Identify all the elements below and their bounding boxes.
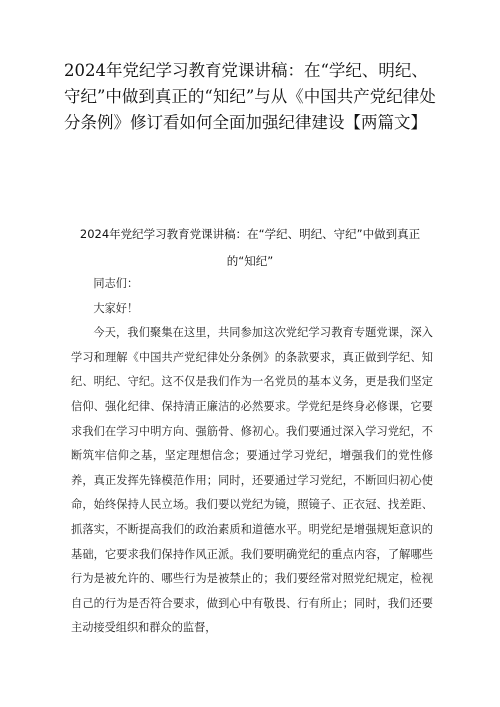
greeting: 大家好！ (93, 301, 139, 315)
section-heading: 2024年党纪学习教育党课讲稿：在“学纪、明纪、守纪”中做到真正的“知纪” (79, 227, 421, 268)
body-paragraph: 今天，我们聚集在这里，共同参加这次党纪学习教育专题党课，深入学习和理解《中国共产党纪律处分条例》的条款要求，真正做到学纪、知纪、明纪、守纪。这不仅是我们作为一名党员的基本义务，更是我们坚定信仰、强化纪律、保持清正廉洁的必然要求。学党纪是终身必修课，它要求我们在学习中明方向、强筋骨、修初心。我们要通过深入学习党纪，不断筑牢信仰之基，坚定理想信念；要通过学习党纪，增强我们的党性修养，真正发挥先锋模范作用；同时，还要通过学习党纪，不断回归初心使命，始终保持人民立场。我们要以党纪为镜，照镜子、正衣冠、找差距、抓落实，不断提高我们的政治素质和道德水平。明党纪是增强规矩意识的基础，它要求我们保持作风正派。我们要明确党纪的重点内容，了解哪些行为是被允许的、哪些行为是被禁止的；我们要经常对照党纪规定，检视自己的行为是否符合要求，做到心中有敬畏、行有所止；同时，我们还要主动接受组织和群众的监督， (71, 326, 433, 635)
body-text (71, 272, 433, 641)
salutation: 同志们： (93, 277, 139, 290)
document-title: 2024年党纪学习教育党课讲稿：在“学纪、明纪、守纪”中做到真正的“知纪”与从《中国共产党纪律处分条例》修订看如何全面加强纪律建设【两篇文】 (64, 61, 436, 132)
